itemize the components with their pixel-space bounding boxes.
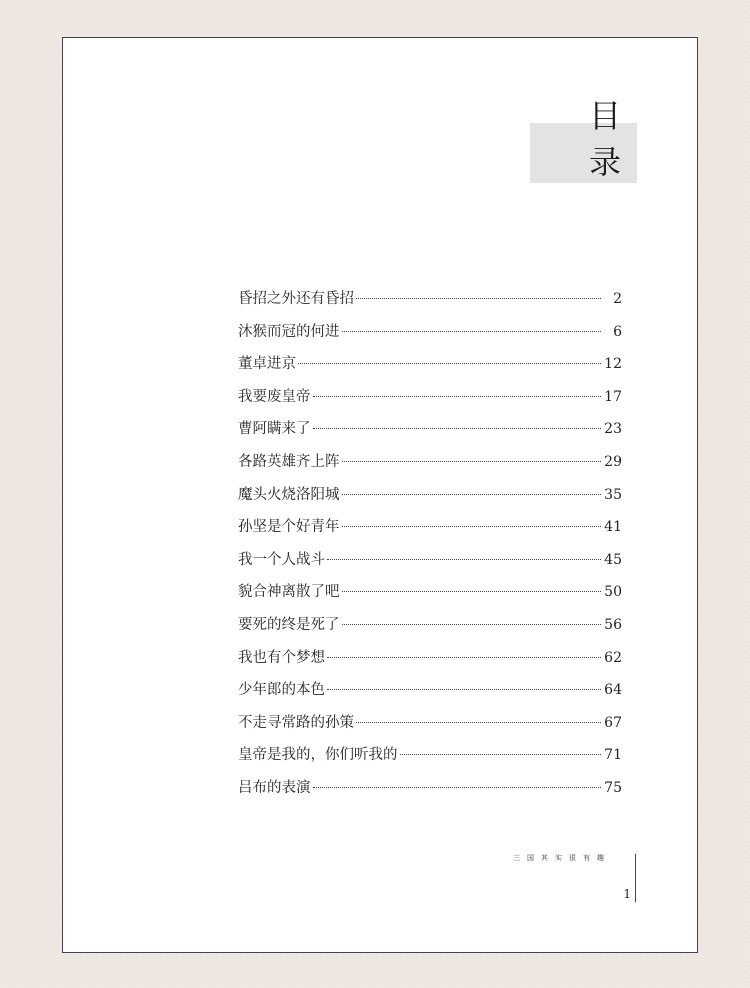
- dot-leader: [342, 624, 602, 625]
- toc-entry-title: 少年郎的本色: [238, 682, 325, 699]
- dot-leader: [400, 754, 602, 755]
- dot-leader: [342, 494, 602, 495]
- toc-entry-title: 我一个人战斗: [238, 551, 325, 568]
- toc-entry-title: 吕布的表演: [238, 779, 311, 796]
- toc-entry-page: 75: [604, 779, 622, 796]
- toc-entry-page: 6: [613, 323, 622, 340]
- toc-entry-title: 昏招之外还有昏招: [238, 291, 354, 307]
- toc-entry-title: 沐猴而冠的何进: [238, 323, 340, 340]
- toc-entry-title: 要死的终是死了: [238, 616, 340, 633]
- dot-leader: [342, 526, 602, 527]
- toc-entry-title: 孙坚是个好青年: [238, 519, 340, 536]
- toc-entry: [238, 352, 622, 385]
- dot-leader: [327, 559, 601, 560]
- toc-entry: [238, 776, 622, 809]
- toc-entry-title: 各路英雄齐上阵: [238, 453, 340, 470]
- toc-entry-page: 67: [604, 714, 622, 731]
- toc-entry: [238, 580, 622, 613]
- toc-entry-page: 62: [604, 649, 622, 666]
- toc-entry-page: 2: [613, 291, 622, 307]
- toc-entry: [238, 483, 622, 516]
- dot-leader: [327, 657, 601, 658]
- toc-entry: [238, 515, 622, 548]
- toc-entry-title: 我要废皇帝: [238, 388, 311, 405]
- toc-entry-title: 我也有个梦想: [238, 649, 325, 666]
- book-page: [62, 37, 698, 953]
- running-head: 三国其实很有趣: [513, 854, 611, 862]
- toc-entry-title: 皇帝是我的，你们听我的: [238, 747, 398, 764]
- toc-entry-page: 29: [604, 453, 622, 470]
- footer-rule: [635, 854, 636, 902]
- toc-entry-page: 71: [604, 747, 622, 764]
- dot-leader: [313, 428, 602, 429]
- toc-title-char-2: 录: [588, 143, 621, 181]
- toc-entry-title: 魔头火烧洛阳城: [238, 486, 340, 503]
- toc-entry-title: 董卓进京: [238, 356, 296, 373]
- toc-entry-page: 45: [604, 551, 622, 568]
- toc-entry: [238, 287, 622, 320]
- toc-entry-page: 17: [604, 388, 622, 405]
- toc-entry: [238, 678, 622, 711]
- toc-entry-page: 35: [604, 486, 622, 503]
- toc-entry: [238, 548, 622, 581]
- toc-entry-title: 貌合神离散了吧: [238, 584, 340, 601]
- toc-entry: [238, 646, 622, 679]
- toc-entry-page: 12: [604, 356, 622, 373]
- toc-entry-page: 50: [604, 584, 622, 601]
- toc-entry: [238, 711, 622, 744]
- toc-entry-page: 23: [604, 421, 622, 438]
- dot-leader: [327, 689, 601, 690]
- dot-leader: [342, 331, 602, 332]
- dot-leader: [342, 591, 602, 592]
- toc-entry-page: 41: [604, 519, 622, 536]
- toc-entry: [238, 450, 622, 483]
- toc-entry-page: 56: [604, 616, 622, 633]
- toc-title-char-1: 目: [588, 97, 621, 135]
- toc-entry-page: 64: [604, 682, 622, 699]
- dot-leader: [313, 787, 602, 788]
- toc-entry-title: 曹阿瞒来了: [238, 421, 311, 438]
- page-number: 1: [623, 887, 631, 901]
- table-of-contents: [238, 287, 622, 809]
- dot-leader: [298, 363, 601, 364]
- toc-entry: [238, 385, 622, 418]
- dot-leader: [356, 722, 601, 723]
- toc-entry: [238, 417, 622, 450]
- toc-entry: [238, 743, 622, 776]
- toc-entry: [238, 613, 622, 646]
- dot-leader: [313, 396, 602, 397]
- dot-leader: [356, 298, 601, 299]
- dot-leader: [342, 461, 602, 462]
- toc-entry: [238, 320, 622, 353]
- toc-entry-title: 不走寻常路的孙策: [238, 714, 354, 731]
